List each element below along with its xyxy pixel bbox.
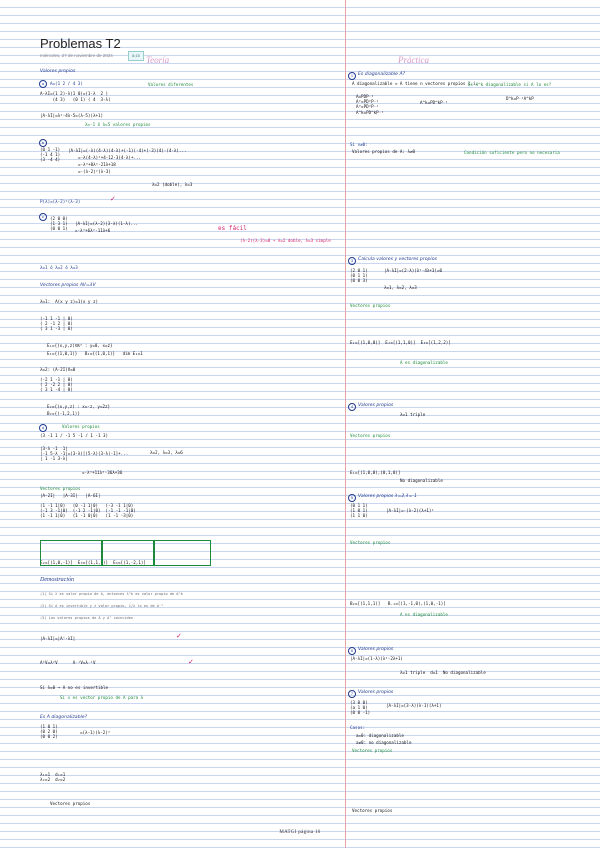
- result-box-1: [40, 540, 102, 566]
- question-number-r3: 3: [348, 257, 356, 265]
- q3-result: λ=1 ó λ=2 ó λ=3: [40, 265, 78, 270]
- vec-results: E₂=[(1,0,-1)] E₃=[(1,1,1)] E₆=[(1,-2,1)]: [40, 560, 146, 565]
- r4-basis: E₁=[(1,0,0),(0,1,0)]: [350, 470, 401, 475]
- e2-basis: B₂={(-1,2,1)}: [47, 411, 80, 416]
- r7-matrix: (3 0 0) (a 1 0) (0 0 -1): [350, 700, 371, 716]
- demo-text-3: (3) Los valores propios de A y Aᵗ coinciden: [40, 616, 134, 620]
- q1-result: λ=-1 ó λ=5 valores propios: [85, 122, 151, 127]
- column-divider: [345, 0, 346, 848]
- q2-line2: =-λ(4-λ)²+4-12-3(4-λ)+...: [78, 155, 142, 160]
- r2-header: Si v≠0:: [350, 142, 368, 147]
- r6-poly: |A-λI|=(1-λ)(λ²-2λ+1): [350, 656, 403, 661]
- q1-line2: (4 3) (0 1) ( 4 3-λ): [40, 97, 111, 102]
- r1-header: Es diagonalizable A?: [358, 72, 406, 77]
- heading-autovectores: Vectores propios AV=λV: [40, 283, 96, 288]
- demo-calc-2: A²V=λ²V A⁻¹V=λ⁻¹V: [40, 660, 96, 665]
- r3-poly: |A-λI|=(2-λ)(λ²-4λ+3)=0: [384, 268, 442, 273]
- page-footer: MATGI página 16: [279, 830, 321, 835]
- r7-header: Valores propios: [358, 690, 394, 695]
- r7-case1: a=0: diagonalizable: [356, 733, 404, 738]
- demo-calc-4: Si v es vector propio de A para λ: [60, 695, 144, 700]
- r5-vec: Vectores propios: [350, 540, 391, 545]
- r4-note: No diagonalizable: [400, 478, 443, 483]
- r5-matrix: (0 1 1) (1 0 1) (1 1 0): [350, 503, 368, 519]
- demo-calc-3: Si λ=0 → A no es invertible: [40, 685, 109, 690]
- q4-roots: λ=2, λ=3, λ=6: [150, 450, 183, 455]
- heading-valores-propios: Valores propios: [40, 69, 76, 74]
- checkmark-icon: ✓: [188, 659, 194, 666]
- question-number-r4: 4: [348, 403, 356, 411]
- question-number-2: b: [39, 139, 47, 147]
- final-note: λ₁=1 d₁=1 λ₂=2 d₂=2: [40, 772, 66, 783]
- r4-header: Valores propios: [358, 403, 394, 408]
- page-title: Problemas T2: [40, 36, 121, 51]
- q3-line2: =-λ³+6λ²-11λ+6: [75, 228, 111, 233]
- checkmark-icon: ✓: [110, 196, 116, 203]
- q2-final: P(λ)=(λ-2)²(λ-3): [40, 199, 81, 204]
- demo-text-2: (2) Si A es invertible y λ valor propio, 1/λ lo es de A⁻¹: [40, 604, 164, 608]
- q4-calc: |3-λ -1 1| |-1 5-λ -1|=(3-λ)[(5-λ)(3-λ)-1]+... | 1 -1 3-λ|: [40, 446, 129, 462]
- q1-line1: A-λI=(1 2)-λ(1 0)=(1-λ 2 ): [40, 91, 109, 96]
- question-number-1: a: [39, 80, 47, 88]
- r7-end: Vectores propios: [352, 808, 393, 813]
- final-header: Es A diagonalizable?: [40, 715, 88, 720]
- r5-basis: B₂=[(1,1,1)] B₋₁=[(1,-1,0),(1,0,-1)]: [350, 601, 446, 606]
- e1-basis: E₁={(1,0,1)} B₁={(1,0,1)} dim E₁=1: [47, 351, 143, 356]
- q2-matrix: (0 1 -1) (-1 4 1) (3 -4 4): [40, 147, 61, 163]
- time-tag: 8:15: [128, 51, 144, 61]
- question-number-3: c: [39, 213, 47, 221]
- q1-matrix: A=(1 2 / 4 3): [50, 81, 83, 86]
- result-box-2: [102, 540, 154, 566]
- r6-header: Valores propios: [358, 647, 394, 652]
- q4-poly: =-λ³+11λ²-36λ+36: [82, 470, 123, 475]
- r5-diag: A es diagonalizable: [400, 612, 448, 617]
- e2-line: λ=2: (A-2I)V=0: [40, 367, 76, 372]
- q4-header: Valores propios: [62, 424, 100, 429]
- r4-text: λ=1 triple: [400, 412, 426, 417]
- section-teoria: Teoría: [146, 55, 170, 65]
- demo-calc-1: |A-λI|=|Aᵗ-λI|: [40, 636, 76, 641]
- r3-diag: A es diagonalizable: [400, 360, 448, 365]
- q4-matrix: (3 -1 1 / -1 5 -1 / 1 -1 3): [40, 433, 109, 438]
- r3-roots: λ=1, λ=2, λ=3: [384, 285, 417, 290]
- r3-basis: E₁=[(1,0,0)] E₂=[(1,1,0)] E₃=[(1,2,2)]: [350, 340, 451, 345]
- r5-poly: |A-λI|=-(λ-2)(λ+1)²: [386, 508, 434, 513]
- section-demostracion: Demostración: [40, 577, 74, 583]
- r1-line2: A^k=PD^kP⁻¹: [420, 100, 448, 105]
- q3-matrix: (2 0 0) (1 3 1) (0 0 1): [50, 216, 68, 232]
- final-matrix: (1 0 1) (0 2 0) (0 0 2): [40, 724, 58, 740]
- q2-line1: |A-λI|=(-λ)(4-λ)(4-λ)+(-1)(-4)+(-3)(4)-(4-λ)...: [68, 148, 187, 153]
- r3-matrix: (2 0 1) (0 1 1) (0 0 3): [350, 268, 368, 284]
- r5-header: Valores propios λ=2,λ=-1: [358, 494, 417, 499]
- vec-heading: Vectores propios: [40, 486, 81, 491]
- question-number-r5: 5: [348, 494, 356, 502]
- q3-line1: |A-λI|=(λ-2)(3-λ)(1-λ)...: [75, 221, 139, 226]
- r1-right2: D^k=P⁻¹A^kP: [506, 96, 534, 101]
- section-practica: Práctica: [398, 55, 429, 65]
- e1-line: λ=1: A(x y z)=1(x y z): [40, 299, 98, 304]
- q2-line3: =-λ³+8λ²-21λ+18: [78, 162, 116, 167]
- r3-header: Calcula valores y vectores propios: [358, 257, 437, 262]
- vec-matrices: (1 -1 1|0) (0 -1 1|0) (-3 -1 1|0) (-1 3 -1|0) (-1 2 -1|0) (-1 -1 -1|0) (1 -1 1|0) (1 -1 0|0) (1 -1 -3|0): [40, 503, 136, 519]
- r4-vec: Vectores propios: [350, 433, 391, 438]
- q1-note: Valores diferentes: [148, 82, 194, 87]
- r1-right1: Es A^k diagonalizable si A lo es?: [468, 82, 552, 87]
- question-number-r7: 7: [348, 690, 356, 698]
- pink-note-roots: (λ-2)(λ-3)=0 → λ=2 doble, λ=3 simple: [240, 238, 331, 243]
- r6-note: λ=1 triple d=1 No diagonalizable: [400, 670, 486, 675]
- r1-line1: A diagonalizable ⇔ A tiene n vectores propios l.i.: [352, 81, 479, 86]
- q1-polynomial: |A-λI|=λ²-4λ-5=(λ-5)(λ+1): [40, 113, 104, 118]
- demo-text-1: (1) Si λ es valor propio de A, entonces λ^k es valor propio de A^k: [40, 592, 183, 596]
- r2-line1: Valores propios de A: λ≠0: [352, 149, 416, 154]
- q2-line4: =-(λ-2)²(λ-3): [78, 169, 111, 174]
- vec-headers: |A-2I| |A-3I| |A-6I|: [40, 493, 101, 498]
- question-number-r6: 6: [348, 647, 356, 655]
- r7-vec: Vectores propios: [352, 748, 393, 753]
- question-number-r1: 1: [348, 72, 356, 80]
- e1-space: E₁={(x,y,z)∈ℝ³ : y=0, x=z}: [47, 343, 113, 348]
- e2-system: (-2 1 -1 | 0) ( 2 -2 2 | 0) ( 3 1 -4 | 0): [40, 377, 73, 393]
- result-box-3: [154, 540, 211, 566]
- r1-lines: A=PDP⁻¹ A²=PD²P⁻¹ A³=PD³P⁻¹ A^k=PD^kP⁻¹: [356, 94, 384, 115]
- r7-case2: a≠0: no diagonalizable: [356, 740, 412, 745]
- question-number-4: d: [39, 424, 47, 432]
- page-date: miércoles, 27 de noviembre de 2024: [40, 53, 113, 58]
- r7-cases: Casos:: [350, 725, 366, 730]
- r7-poly: |A-λI|=(3-λ)(λ-1)(λ+1): [386, 703, 442, 708]
- q2-result: λ=2 (doble), λ=3: [152, 182, 193, 187]
- checkmark-icon: ✓: [176, 633, 182, 640]
- r3-vec: Vectores propios: [350, 303, 391, 308]
- final-vec: Vectores propios: [50, 801, 91, 806]
- pink-note-fast: es fácil: [218, 225, 247, 232]
- r2-note: Condición suficiente pero no necesaria: [464, 150, 560, 155]
- final-poly: =(λ-1)(λ-2)²: [80, 730, 111, 735]
- e2-space: E₂={(x,y,z) : x=-z, y=2z}: [47, 404, 111, 409]
- e1-system: (-1 1 -1 | 0) ( 2 -1 2 | 0) ( 3 1 -3 | 0): [40, 316, 73, 332]
